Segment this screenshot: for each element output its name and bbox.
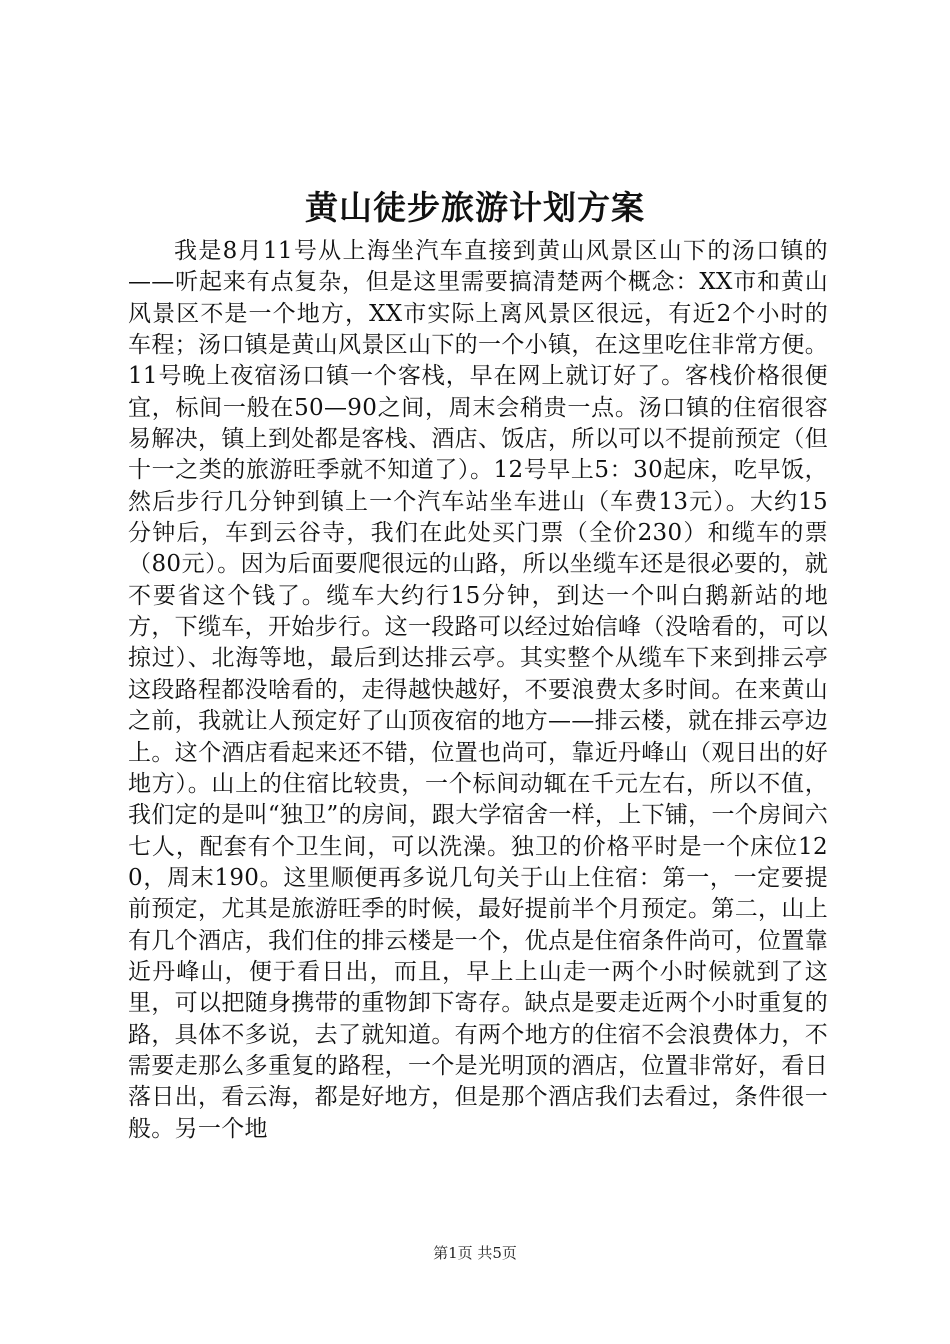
body-paragraph: 我是8月11号从上海坐汽车直接到黄山风景区山下的汤口镇的——听起来有点复杂，但是这里需要搞清楚两个概念：XX市和黄山风景区不是一个地方，XX市实际上离风景区很远，有近2个小时的车程；汤口镇是黄山风景区山下的一个小镇，在这里吃住非常方便。11号晚上夜宿汤口镇一个客栈，早在网上就订好了。客栈价格很便宜，标间一般在50—90之间，周末会稍贵一点。汤口镇的住宿很容易解决，镇上到处都是客栈、酒店、饭店，所以可以不提前预定（但十一之类的旅游旺季就不知道了）。12号早上5：30起床，吃早饭，然后步行几分钟到镇上一个汽车站坐车进山（车费13元）。大约15分钟后，车到云谷寺，我们在此处买门票（全价230）和缆车的票（80元）。因为后面要爬很远的山路，所以坐缆车还是很必要的，就不要省这个钱了。缆车大约行15分钟，到达一个叫白鹅新站的地方，下缆车，开始步行。这一段路可以经过始信峰（没啥看的，可以掠过）、北海等地，最后到达排云亭。其实整个从缆车下来到排云亭这段路程都没啥看的，走得越快越好，不要浪费太多时间。在来黄山之前，我就让人预定好了山顶夜宿的地方——排云楼，就在排云亭边上。这个酒店看起来还不错，位置也尚可，靠近丹峰山（观日出的好地方）。山上的住宿比较贵，一个标间动辄在千元左右，所以不值，我们定的是叫“独卫”的房间，跟大学宿舍一样，上下铺，一个房间六七人，配套有个卫生间，可以洗澡。独卫的价格平时是一个床位120，周末190。这里顺便再多说几句关于山上住宿：第一，一定要提前预定，尤其是旅游旺季的时候，最好提前半个月预定。第二，山上有几个酒店，我们住的排云楼是一个，优点是住宿条件尚可，位置靠近丹峰山，便于看日出，而且，早上上山走一两个小时候就到了这里，可以把随身携带的重物卸下寄存。缺点是要走近两个小时重复的路，具体不多说，去了就知道。有两个地方的住宿不会浪费体力，不需要走那么多重复的路程，一个是光明顶的酒店，位置非常好，看日落日出，看云海，都是好地方，但是那个酒店我们去看过，条件很一般。另一个地 bbox=[128, 238, 828, 1142]
document-title: 黄山徒步旅游计划方案 bbox=[305, 188, 645, 227]
page-footer: 第1页 共5页 bbox=[433, 1244, 517, 1262]
